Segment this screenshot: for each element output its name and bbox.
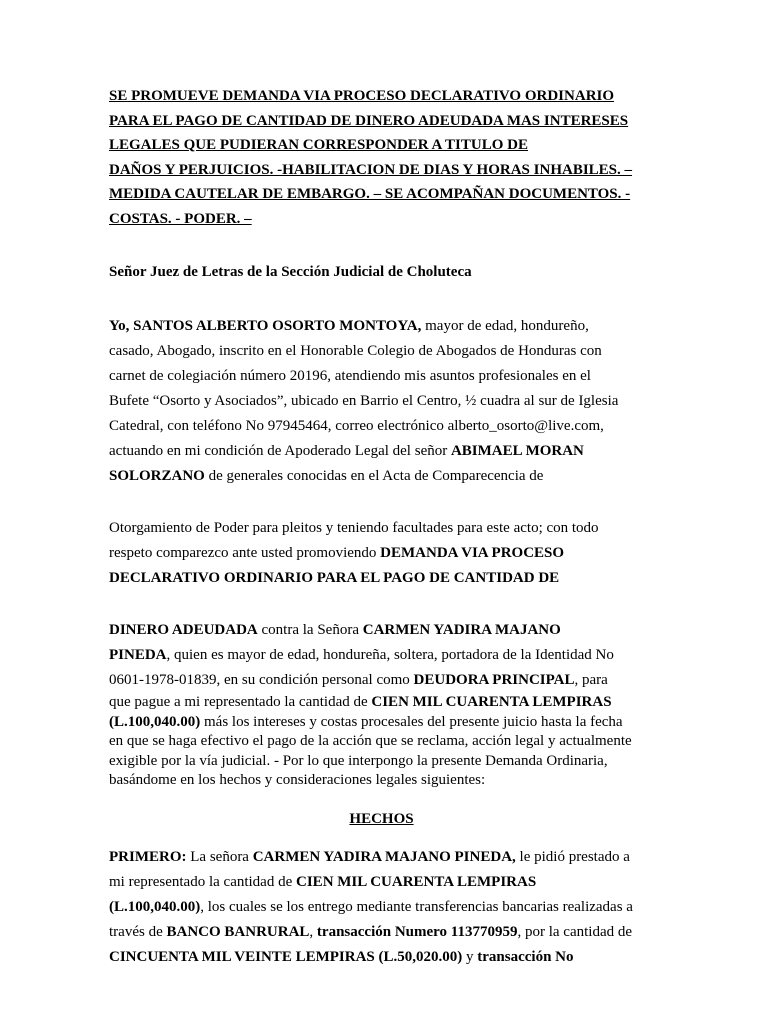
plaintiff-name: Yo, SANTOS ALBERTO OSORTO MONTOYA, — [109, 318, 422, 334]
defendant-name: PINEDA — [109, 647, 167, 663]
addressee: Señor Juez de Letras de la Sección Judicial de Choluteca — [109, 264, 472, 280]
title-line: SE PROMUEVE DEMANDA VIA PROCESO DECLARATIVO ORDINARIO — [109, 88, 615, 104]
text-run: , para — [574, 672, 608, 688]
amount-figure: (L.100,040.00) — [109, 713, 201, 730]
title-line: LEGALES QUE PUDIERAN CORRESPONDER A TITULO DE — [109, 137, 528, 153]
text-run: , quien es mayor de edad, hondureña, soltera, portadora de la Identidad No — [166, 647, 614, 663]
text-run: respeto comparezco ante usted promoviendo — [109, 545, 381, 561]
defendant-name: CARMEN YADIRA MAJANO PINEDA, — [252, 848, 516, 865]
text-run: , por la cantidad de — [517, 923, 633, 940]
text-run: través de — [109, 923, 167, 940]
paragraph-power-of-attorney — [109, 516, 654, 591]
document-title — [109, 84, 654, 231]
bank-name: BANCO BANRURAL — [166, 923, 310, 940]
client-name: SOLORZANO — [109, 468, 205, 484]
paragraph-introduction — [109, 314, 654, 489]
title-line: MEDIDA CAUTELAR DE EMBARGO. – SE ACOMPAÑAN DOCUMENTOS. - — [109, 186, 631, 202]
text-run: La señora — [186, 848, 253, 865]
text-run: Bufete “Osorto y Asociados”, ubicado en Barrio el Centro, ½ cuadra al sur de Iglesia — [109, 393, 619, 409]
text-run: de generales conocidas en el Acta de Comparecencia de — [204, 468, 544, 484]
section-heading-hechos: HECHOS — [349, 810, 414, 827]
text-run: exigible por la vía judicial. - Por lo que interpongo la presente Demanda Ordinaria, — [109, 752, 608, 769]
claim-title: DECLARATIVO ORDINARIO PARA EL PAGO DE CANTIDAD DE — [109, 570, 560, 586]
title-line: PARA EL PAGO DE CANTIDAD DE DINERO ADEUDADA MAS INTERESES — [109, 112, 629, 129]
text-run: mayor de edad, hondureño, — [421, 318, 589, 334]
debtor-role: DEUDORA PRINCIPAL — [413, 672, 575, 688]
text-run: Otorgamiento de Poder para pleitos y teniendo facultades para este acto; con todo — [109, 520, 599, 536]
text-run: Catedral, con teléfono No 97945464, correo electrónico alberto_osorto@live.com, — [109, 418, 604, 434]
amount-text: CIEN MIL CUARENTA LEMPIRAS — [371, 694, 612, 710]
paragraph-defendant — [109, 618, 654, 791]
transaction-number: transacción No — [477, 948, 574, 965]
text-run: mi representado la cantidad de — [109, 873, 297, 890]
text-run: contra la Señora — [257, 622, 363, 638]
amount-text: CIEN MIL CUARENTA LEMPIRAS — [296, 873, 537, 890]
amount-text: CINCUENTA MIL VEINTE LEMPIRAS (L.50,020.00) — [109, 948, 463, 965]
text-run: más los intereses y costas procesales del presente juicio hasta la fecha — [200, 713, 623, 730]
title-line: COSTAS. - PODER. – — [109, 210, 252, 227]
text-run: , los cuales se los entrego mediante transferencias bancarias realizadas a — [200, 898, 633, 915]
fact-number: PRIMERO: — [109, 848, 187, 865]
text-run: casado, Abogado, inscrito en el Honorable Colegio de Abogados de Honduras con — [109, 343, 602, 359]
claim-title: DINERO ADEUDADA — [109, 622, 258, 638]
client-name: ABIMAEL MORAN — [450, 443, 584, 459]
text-run: , — [309, 923, 317, 940]
text-run: basándome en los hechos y consideraciones legales siguientes: — [109, 772, 486, 788]
text-run: que pague a mi representado la cantidad de — [109, 694, 372, 710]
defendant-name: CARMEN YADIRA MAJANO — [362, 622, 561, 638]
text-run: le pidió prestado a — [515, 848, 630, 865]
text-run: y — [462, 948, 478, 965]
document-page — [109, 84, 654, 970]
paragraph-primero — [109, 845, 654, 970]
text-run: actuando en mi condición de Apoderado Legal del señor — [109, 443, 451, 459]
text-run: 0601-1978-01839, en su condición personal como — [109, 672, 414, 688]
title-line: DAÑOS Y PERJUICIOS. -HABILITACION DE DIAS Y HORAS INHABILES. – — [109, 161, 633, 178]
transaction-number: transacción Numero 113770959 — [316, 923, 518, 940]
text-run: carnet de colegiación número 20196, atendiendo mis asuntos profesionales en el — [109, 368, 591, 384]
amount-figure: (L.100,040.00) — [109, 898, 201, 915]
text-run: en que se haga efectivo el pago de la acción que se reclama, acción legal y actualmente — [109, 733, 632, 749]
claim-title: DEMANDA VIA PROCESO — [380, 545, 565, 561]
